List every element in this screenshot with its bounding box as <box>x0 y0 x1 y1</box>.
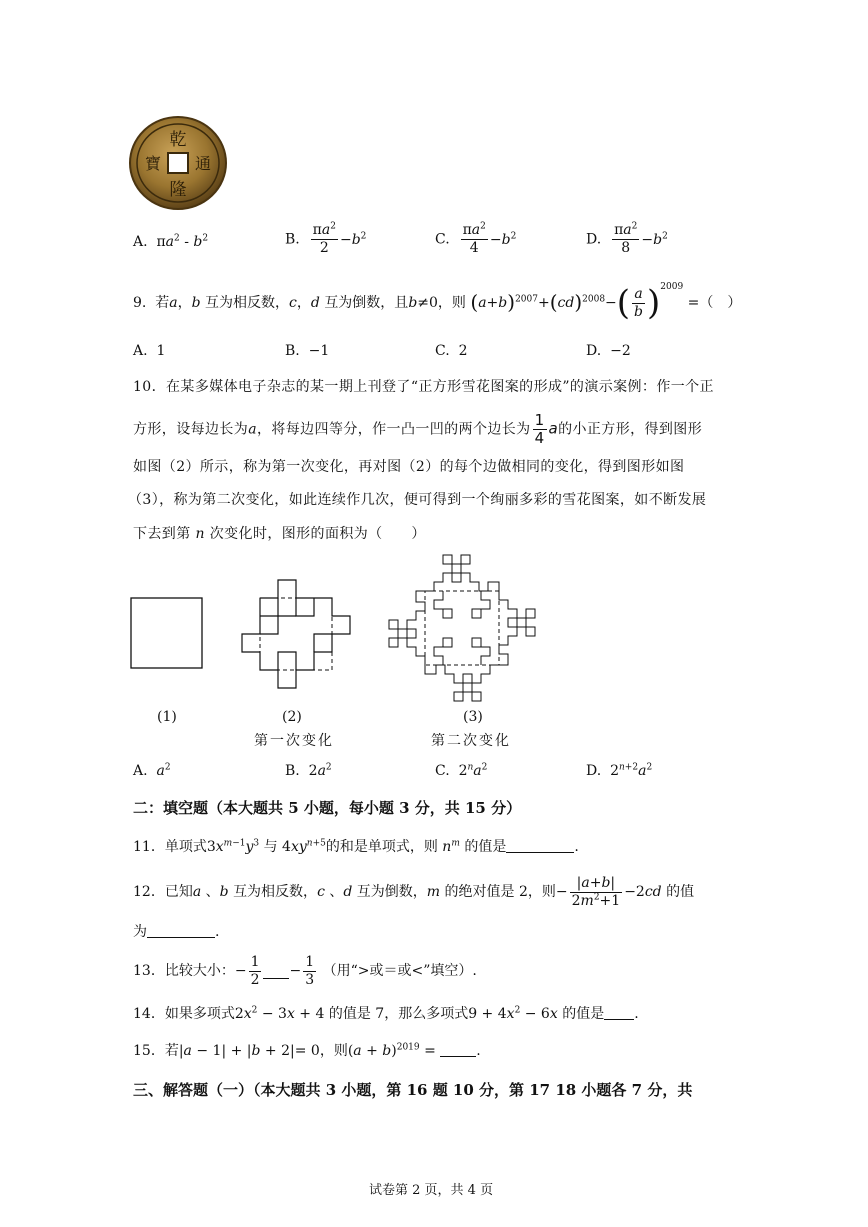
q8-option-c: C. $\frac{\pi a^2}{4}$ $-b^2$ <box>435 221 517 256</box>
q10-line-3: 如图（2）所示，称为第一次变化，再对图（2）的每个边做相同的变化，得到图形如图 <box>133 459 685 475</box>
question-11: 11．单项式$3x^{m-1}y^3$ 与 $4xy^{n+5}$的和是单项式，则 $n^m$ 的值是 . <box>133 838 579 855</box>
coin-char-bottom: 隆 <box>169 180 187 200</box>
figure-3-second-change <box>385 553 540 703</box>
q10-option-a: A. $a^2$ <box>133 762 171 779</box>
q15-answer-blank[interactable] <box>440 1042 476 1057</box>
figure-1-square <box>130 597 205 672</box>
coin-char-left: 寶 <box>144 154 162 173</box>
q9-option-d: D. −2 <box>586 343 631 359</box>
q10-option-c: C. $2^na^2$ <box>435 762 488 779</box>
question-13: 13．比较大小：− $\frac{1}{2}$ − $\frac{1}{3}$ （用“>或＝或<”填空）. <box>133 953 477 988</box>
q9-option-b: B. −1 <box>285 343 330 359</box>
q10-line-2: 方形，设每边长为a，将每边四等分，作一凸一凹的两个边长为 $\frac{1}{4}$ a的小正方形，得到图形 <box>133 411 703 447</box>
figure-2-first-change <box>240 578 352 690</box>
question-14: 14．如果多项式$2x^2 - 3x + 4$ 的值是 7，那么多项式$9 + 4x^2 - 6x$ 的值是 . <box>133 1005 639 1022</box>
q10-line-1: 10．在某多媒体电子杂志的某一期上刊登了“正方形雪花图案的形成”的演示案例：作一个正 <box>133 379 714 395</box>
q11-answer-blank[interactable] <box>506 838 574 853</box>
q9-option-a: A. 1 <box>133 343 166 359</box>
q9-option-c: C. 2 <box>435 343 468 359</box>
q8-option-a-expr: $\pi a^2 - b^2$ <box>156 233 209 250</box>
question-15: 15．若|a − 1| + |b + 2|= 0，则$(a + b)^{2019}$ = . <box>133 1042 481 1059</box>
q8-option-d: D. $\frac{\pi a^2}{8}$ $-b^2$ <box>586 221 668 256</box>
question-12: 12．已知a 、b 互为相反数，c 、d 互为倒数，m 的绝对值是 2，则− $\frac{|a+b|}{2m^2+1}$ −2cd 的值 <box>133 874 695 909</box>
q8-option-b: B. $\frac{\pi a^2}{2}$ $-b^2$ <box>285 221 367 256</box>
section-3-title: 三、解答题（一）（本大题共 3 小题，第 16 题 10 分，第 17 18 小题各 7 分，共 <box>133 1081 693 1099</box>
figure-label-2: (2) <box>282 709 302 725</box>
q10-line-5: 下去到第 n 次变化时，图形的面积为（ ） <box>133 526 426 542</box>
q8-option-a: A. $\pi a^2 - b^2$ <box>133 233 209 250</box>
q10-option-b: B. $2a^2$ <box>285 762 332 779</box>
q10-line-4: （3），称为第二次变化，如此连续作几次，便可得到一个绚丽多彩的雪花图案，如不断发展 <box>128 492 707 508</box>
figure-caption-3: 第二次变化 <box>431 733 511 749</box>
question-9: 9. 若a，b 互为相反数，c，d 互为倒数，且b≠0，则 $(a+b)^{2007}+(cd)^{2008}-$( $\frac{a}{b}$ )$^{2009}$ =（ ） <box>133 282 742 323</box>
section-2-title: 二：填空题（本大题共 5 小题，每小题 3 分，共 15 分） <box>133 799 522 817</box>
figure-label-1: (1) <box>157 709 177 725</box>
q12-answer-blank[interactable] <box>147 923 215 938</box>
q10-option-d: D. $2^{n+2}a^2$ <box>586 762 653 779</box>
page-footer: 试卷第 2 页，共 4 页 <box>369 1183 494 1198</box>
q14-answer-blank[interactable] <box>604 1005 634 1020</box>
coin-char-top: 乾 <box>169 130 187 150</box>
q13-answer-blank[interactable] <box>263 964 289 979</box>
question-12-line-2: 为 . <box>133 924 220 940</box>
coin-image <box>128 115 228 211</box>
figure-label-3: (3) <box>463 709 483 725</box>
coin-char-right: 通 <box>194 154 212 173</box>
figure-caption-2: 第一次变化 <box>254 733 334 749</box>
